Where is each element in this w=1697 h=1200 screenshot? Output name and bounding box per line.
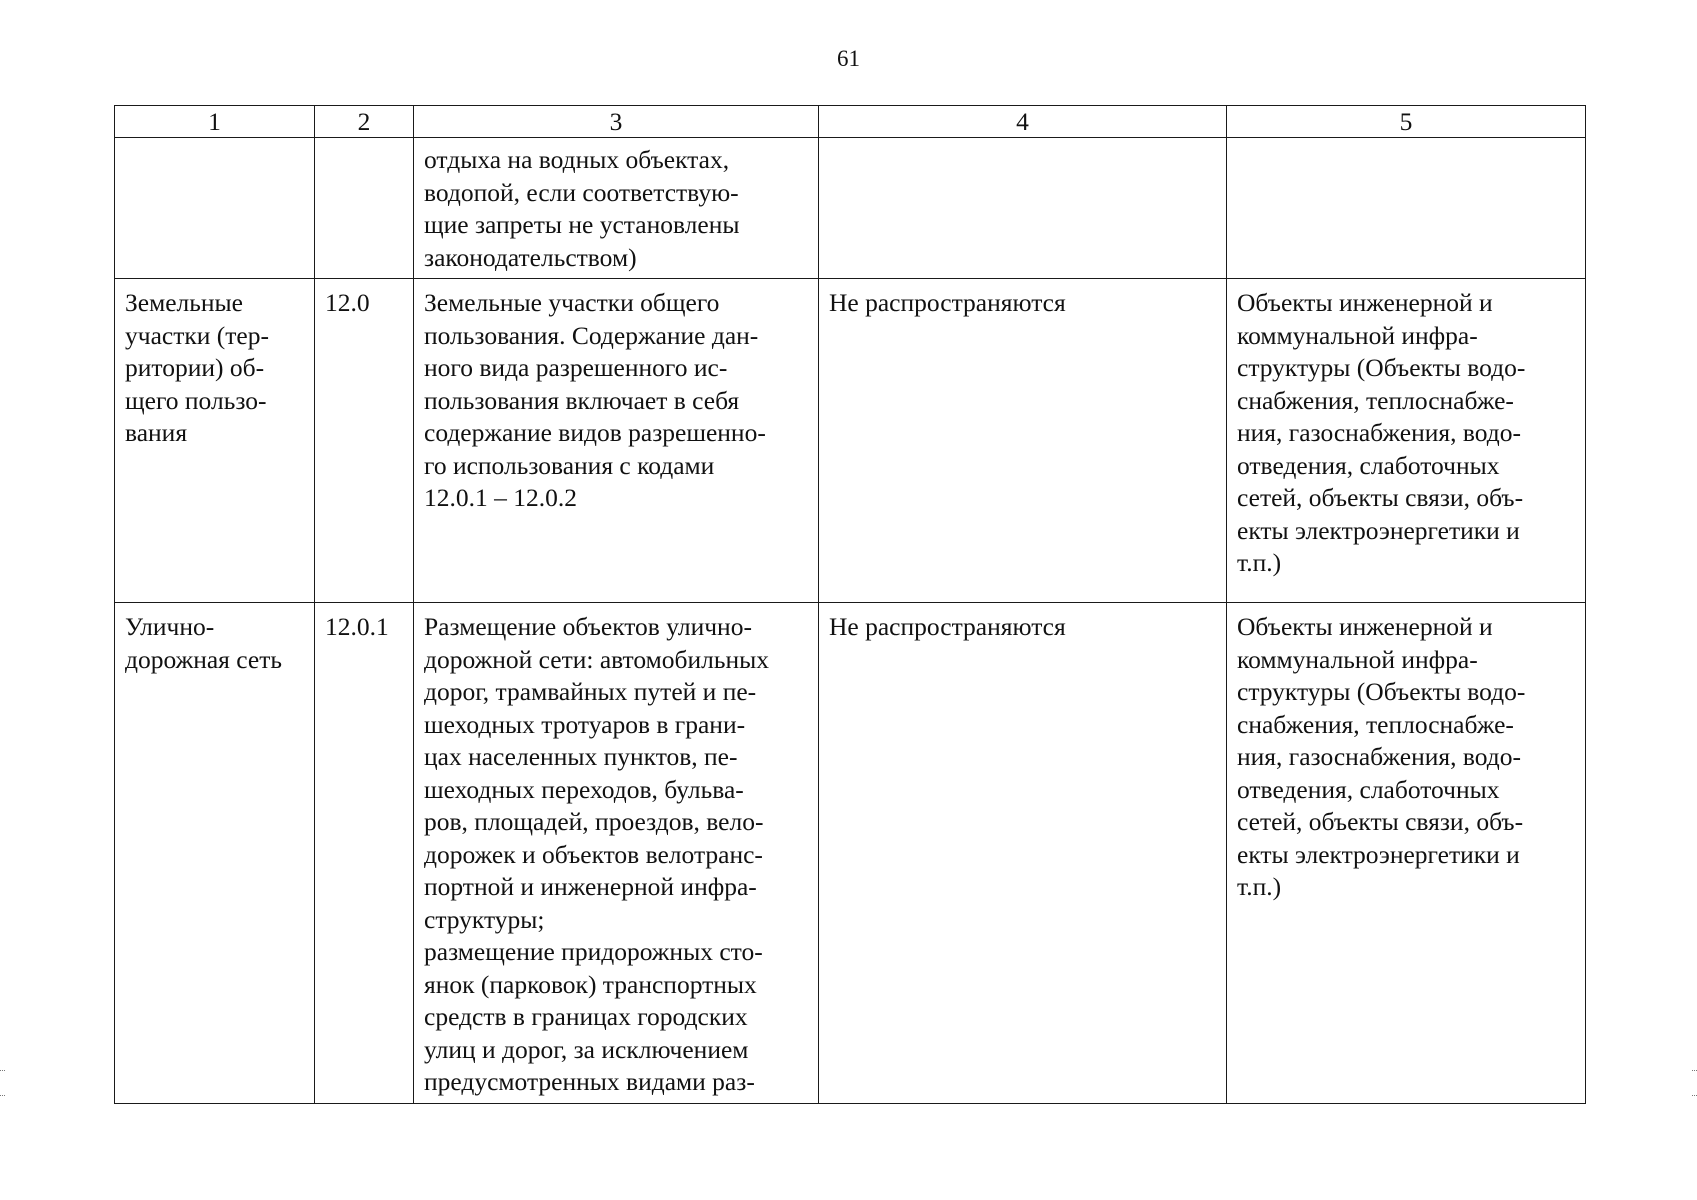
cell-description-text: отдыха на водных объектах, водопой, если соответствую- щие запреты не установлены законодательством) bbox=[424, 145, 740, 272]
cell-restrictions bbox=[819, 138, 1227, 279]
table-header-row bbox=[115, 106, 1586, 138]
cell-restrictions-text: Не распространяются bbox=[829, 612, 1066, 641]
cell-code bbox=[315, 138, 414, 279]
table-row bbox=[115, 138, 1586, 279]
page-number: 61 bbox=[837, 46, 860, 71]
column-header-2: 2 bbox=[315, 106, 414, 138]
cell-restrictions bbox=[819, 279, 1227, 603]
cell-description bbox=[414, 138, 819, 279]
scan-edge-mark-left bbox=[0, 1070, 5, 1096]
cell-auxiliary bbox=[1227, 138, 1586, 279]
cell-description-text: Размещение объектов улично- дорожной сети: автомобильных дорог, трамвайных путей и пе- шеходных тротуаров в грани- цах населенных пунктов, пе- шеходных переходов, бульва- ров, площадей, проездов, вело- дорожек и объектов велотранс- портной и инженерной инфра- структуры; размещение придорожных сто- янок (парковок) транспортных средств в границах городских улиц и дорог, за исключением предусмотренных видами раз- bbox=[424, 612, 770, 1096]
cell-auxiliary-text: Объекты инженерной и коммунальной инфра- структуры (Объекты водо- снабжения, теплоснабже- ния, газоснабжения, водо- отведения, слаботочных сетей, объекты связи, объ- екты электроэнергетики и т.п.) bbox=[1237, 288, 1526, 577]
cell-auxiliary bbox=[1227, 279, 1586, 603]
scan-edge-mark-right bbox=[1692, 1070, 1697, 1096]
cell-restrictions-text: Не распространяются bbox=[829, 288, 1066, 317]
cell-description-text: Земельные участки общего пользования. Содержание дан- ного вида разрешенного ис- пользования включает в себя содержание видов разрешенно- го использования с кодами 12.0.1 – 12.0.2 bbox=[424, 288, 766, 512]
cell-auxiliary bbox=[1227, 603, 1586, 1104]
cell-code bbox=[315, 603, 414, 1104]
cell-name bbox=[115, 279, 315, 603]
cell-name-text: Улично- дорожная сеть bbox=[125, 612, 282, 674]
cell-code-text: 12.0.1 bbox=[325, 612, 389, 641]
cell-code-text: 12.0 bbox=[325, 288, 370, 317]
column-header-3: 3 bbox=[414, 106, 819, 138]
cell-name bbox=[115, 603, 315, 1104]
cell-name bbox=[115, 138, 315, 279]
column-header-4: 4 bbox=[819, 106, 1227, 138]
table-row bbox=[115, 279, 1586, 603]
cell-description bbox=[414, 279, 819, 603]
cell-description bbox=[414, 603, 819, 1104]
column-header-5: 5 bbox=[1227, 106, 1586, 138]
cell-code bbox=[315, 279, 414, 603]
column-header-1: 1 bbox=[115, 106, 315, 138]
cell-name-text: Земельные участки (тер- ритории) об- щего пользо- вания bbox=[125, 288, 269, 447]
table-row bbox=[115, 603, 1586, 1104]
cell-auxiliary-text: Объекты инженерной и коммунальной инфра- структуры (Объекты водо- снабжения, теплоснабже- ния, газоснабжения, водо- отведения, слаботочных сетей, объекты связи, объ- екты электроэнергетики и т.п.) bbox=[1237, 612, 1526, 901]
land-use-table bbox=[114, 105, 1586, 1104]
cell-restrictions bbox=[819, 603, 1227, 1104]
